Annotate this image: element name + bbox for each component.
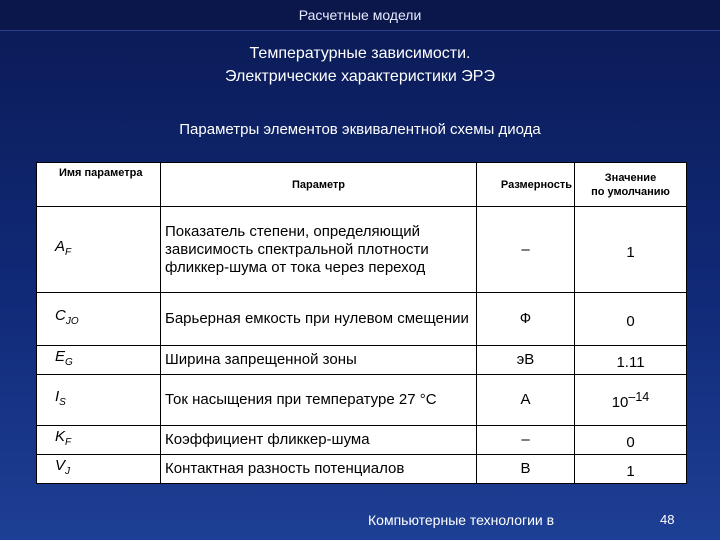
param-symbol: I bbox=[55, 388, 60, 405]
table-row bbox=[37, 293, 687, 346]
param-default-value bbox=[575, 426, 687, 455]
param-subscript: F bbox=[65, 246, 72, 258]
param-symbol: E bbox=[55, 348, 66, 365]
header-value-line-2: по умолчанию bbox=[591, 185, 670, 198]
param-default-value bbox=[575, 375, 687, 426]
section-header-text: Расчетные модели bbox=[298, 7, 422, 23]
header-name: Имя параметра bbox=[37, 163, 161, 207]
param-symbol: A bbox=[55, 237, 66, 255]
table-row bbox=[37, 207, 687, 293]
header-value bbox=[575, 163, 687, 207]
param-description: Барьерная емкость при нулевом смещении bbox=[161, 293, 477, 346]
param-name-cell bbox=[37, 293, 161, 346]
table-header-row bbox=[37, 163, 687, 207]
header-unit: Размерность bbox=[477, 163, 575, 207]
slide-title-line-2: Электрические характеристики ЭРЭ bbox=[225, 68, 495, 85]
param-unit: А bbox=[477, 375, 575, 426]
value-number: 1 bbox=[626, 243, 635, 261]
param-symbol: C bbox=[55, 307, 66, 324]
param-subscript: S bbox=[59, 397, 66, 408]
param-unit: – bbox=[477, 207, 575, 293]
param-subscript: JO bbox=[65, 316, 79, 327]
table-caption: Параметры элементов эквивалентной схемы диода bbox=[179, 121, 541, 138]
table-row bbox=[37, 346, 687, 375]
param-description: Коэффициент фликкер-шума bbox=[161, 426, 477, 455]
param-description: Показатель степени, определяющий зависимость спектральной плотности фликкер-шума от тока через переход bbox=[161, 207, 477, 293]
value-number: 1 bbox=[626, 463, 635, 480]
value-number: 0 bbox=[626, 434, 635, 451]
table-row bbox=[37, 455, 687, 484]
param-name-cell bbox=[37, 455, 161, 484]
param-name-cell bbox=[37, 426, 161, 455]
value-number: 10 bbox=[611, 394, 629, 411]
param-unit: – bbox=[477, 426, 575, 455]
param-description: Ширина запрещенной зоны bbox=[161, 346, 477, 375]
param-subscript: F bbox=[65, 437, 72, 448]
param-subscript: G bbox=[65, 357, 73, 368]
param-symbol: K bbox=[55, 428, 66, 445]
page-number: 48 bbox=[660, 512, 675, 527]
value-number: 1.11 bbox=[616, 354, 645, 371]
section-header bbox=[0, 0, 720, 31]
diode-parameters-table bbox=[36, 162, 687, 484]
param-description: Контактная разность потенциалов bbox=[161, 455, 477, 484]
header-value-line-1: Значение bbox=[604, 171, 657, 184]
value-exponent: –14 bbox=[628, 390, 650, 404]
slide-title-line-1: Температурные зависимости. bbox=[249, 45, 471, 62]
param-unit: В bbox=[477, 455, 575, 484]
slide-title bbox=[0, 42, 720, 88]
param-name-cell bbox=[37, 375, 161, 426]
param-unit: эВ bbox=[477, 346, 575, 375]
param-unit: Ф bbox=[477, 293, 575, 346]
param-symbol: V bbox=[55, 457, 66, 474]
param-name-cell bbox=[37, 207, 161, 293]
param-description: Ток насыщения при температуре 27 °С bbox=[161, 375, 477, 426]
footer-text: Компьютерные технологии в bbox=[368, 512, 555, 528]
param-default-value bbox=[575, 207, 687, 293]
param-default-value bbox=[575, 346, 687, 375]
value-number: 0 bbox=[626, 313, 635, 330]
header-param: Параметр bbox=[161, 163, 477, 207]
param-default-value bbox=[575, 293, 687, 346]
param-name-cell bbox=[37, 346, 161, 375]
param-subscript: J bbox=[65, 466, 71, 477]
table-row bbox=[37, 375, 687, 426]
param-default-value bbox=[575, 455, 687, 484]
table-row bbox=[37, 426, 687, 455]
